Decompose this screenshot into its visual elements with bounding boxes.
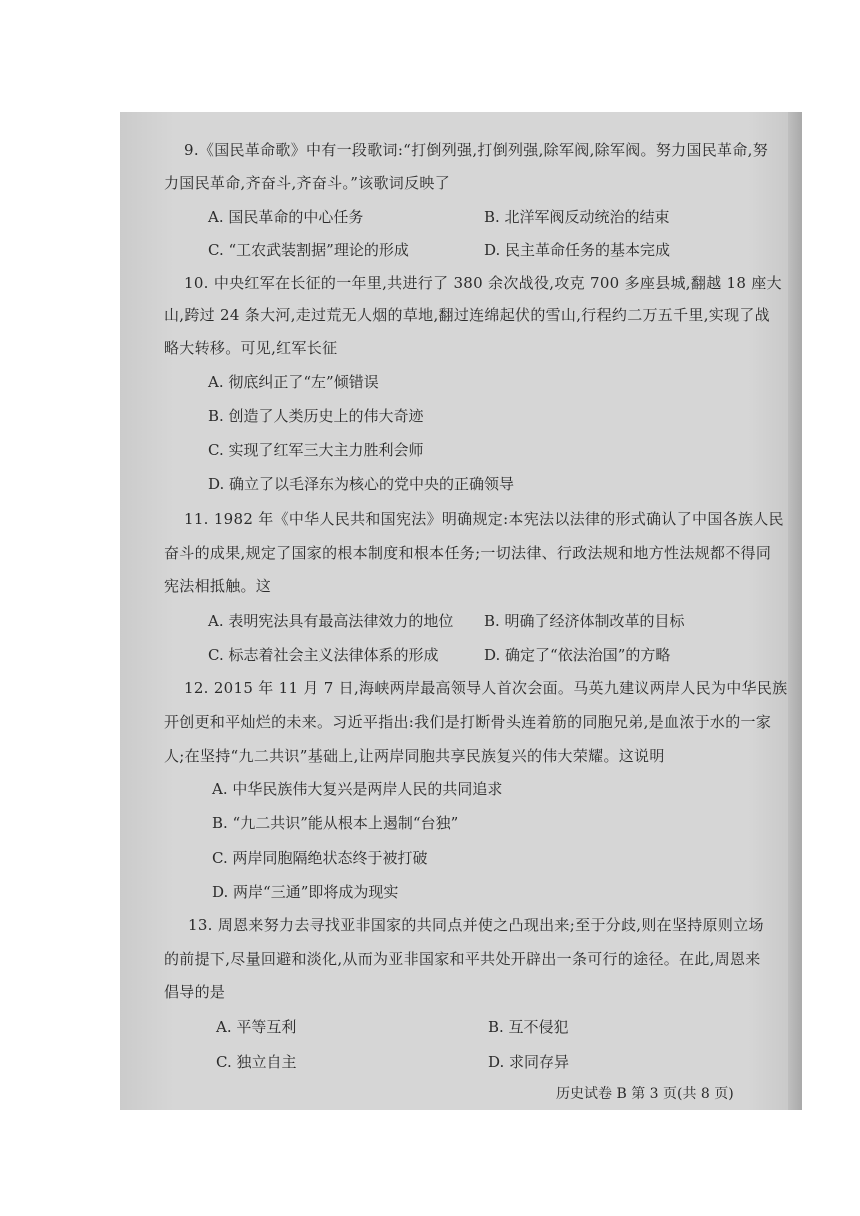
q10-stem-line-3: 略大转移。可见,红军长征 — [164, 339, 338, 357]
q10-option-a: A. 彻底纠正了“左”倾错误 — [208, 373, 379, 391]
q13-stem-line-2: 的前提下,尽量回避和淡化,从而为亚非国家和平共处开辟出一条可行的途径。在此,周恩来 — [164, 950, 761, 968]
q13-option-a: A. 平等互利 — [216, 1018, 297, 1036]
q9-option-c: C. “工农武装割据”理论的形成 — [208, 241, 409, 259]
q12-stem-line-2: 开创更和平灿烂的未来。习近平指出:我们是打断骨头连着筋的同胞兄弟,是血浓于水的一家 — [164, 713, 772, 731]
q11-option-c: C. 标志着社会主义法律体系的形成 — [208, 646, 439, 664]
q11-stem-line-3: 宪法相抵触。这 — [164, 577, 272, 595]
page-footer: 历史试卷 B 第 3 页(共 8 页) — [556, 1086, 734, 1102]
q13-option-c: C. 独立自主 — [216, 1053, 297, 1071]
q9-stem-line-1: 9.《国民革命歌》中有一段歌词:“打倒列强,打倒列强,除军阀,除军阀。努力国民革命,努 — [184, 141, 769, 159]
q11-stem-line-2: 奋斗的成果,规定了国家的根本制度和根本任务;一切法律、行政法规和地方性法规都不得同 — [164, 544, 772, 562]
q12-stem-line-1: 12. 2015 年 11 月 7 日,海峡两岸最高领导人首次会面。马英九建议两岸人民为中华民族 — [184, 679, 788, 697]
q11-option-b: B. 明确了经济体制改革的目标 — [484, 612, 685, 630]
q13-stem-line-3: 倡导的是 — [164, 983, 226, 1001]
q11-option-d: D. 确定了“依法治国”的方略 — [484, 646, 671, 664]
q12-option-a: A. 中华民族伟大复兴是两岸人民的共同追求 — [212, 780, 503, 798]
q9-option-d: D. 民主革命任务的基本完成 — [484, 241, 671, 259]
q10-option-c: C. 实现了红军三大主力胜利会师 — [208, 441, 424, 459]
q10-stem-line-1: 10. 中央红军在长征的一年里,共进行了 380 余次战役,攻克 700 多座县城,翻越 18 座大 — [184, 274, 782, 292]
page-edge-shadow — [788, 112, 802, 1110]
q12-stem-line-3: 人;在坚持“九二共识”基础上,让两岸同胞共享民族复兴的伟大荣耀。这说明 — [164, 747, 665, 765]
q9-option-a: A. 国民革命的中心任务 — [208, 208, 364, 226]
q10-stem-line-2: 山,跨过 24 条大河,走过荒无人烟的草地,翻过连绵起伏的雪山,行程约二万五千里,实现了战 — [164, 306, 770, 324]
q11-option-a: A. 表明宪法具有最高法律效力的地位 — [208, 612, 454, 630]
q10-option-b: B. 创造了人类历史上的伟大奇迹 — [208, 407, 424, 425]
q12-option-d: D. 两岸“三通”即将成为现实 — [212, 883, 399, 901]
q10-option-d: D. 确立了以毛泽东为核心的党中央的正确领导 — [208, 475, 515, 493]
q13-option-b: B. 互不侵犯 — [488, 1018, 569, 1036]
q9-option-b: B. 北洋军阀反动统治的结束 — [484, 208, 670, 226]
q9-stem-line-2: 力国民革命,齐奋斗,齐奋斗。”该歌词反映了 — [164, 174, 451, 192]
q12-option-c: C. 两岸同胞隔绝状态终于被打破 — [212, 849, 428, 867]
q12-option-b: B. “九二共识”能从根本上遏制“台独” — [212, 814, 459, 832]
scanned-exam-page — [120, 112, 802, 1110]
q13-stem-line-1: 13. 周恩来努力去寻找亚非国家的共同点并使之凸现出来;至于分歧,则在坚持原则立场 — [188, 916, 764, 934]
q11-stem-line-1: 11. 1982 年《中华人民共和国宪法》明确规定:本宪法以法律的形式确认了中国各族人民 — [184, 510, 784, 528]
q13-option-d: D. 求同存异 — [488, 1053, 570, 1071]
